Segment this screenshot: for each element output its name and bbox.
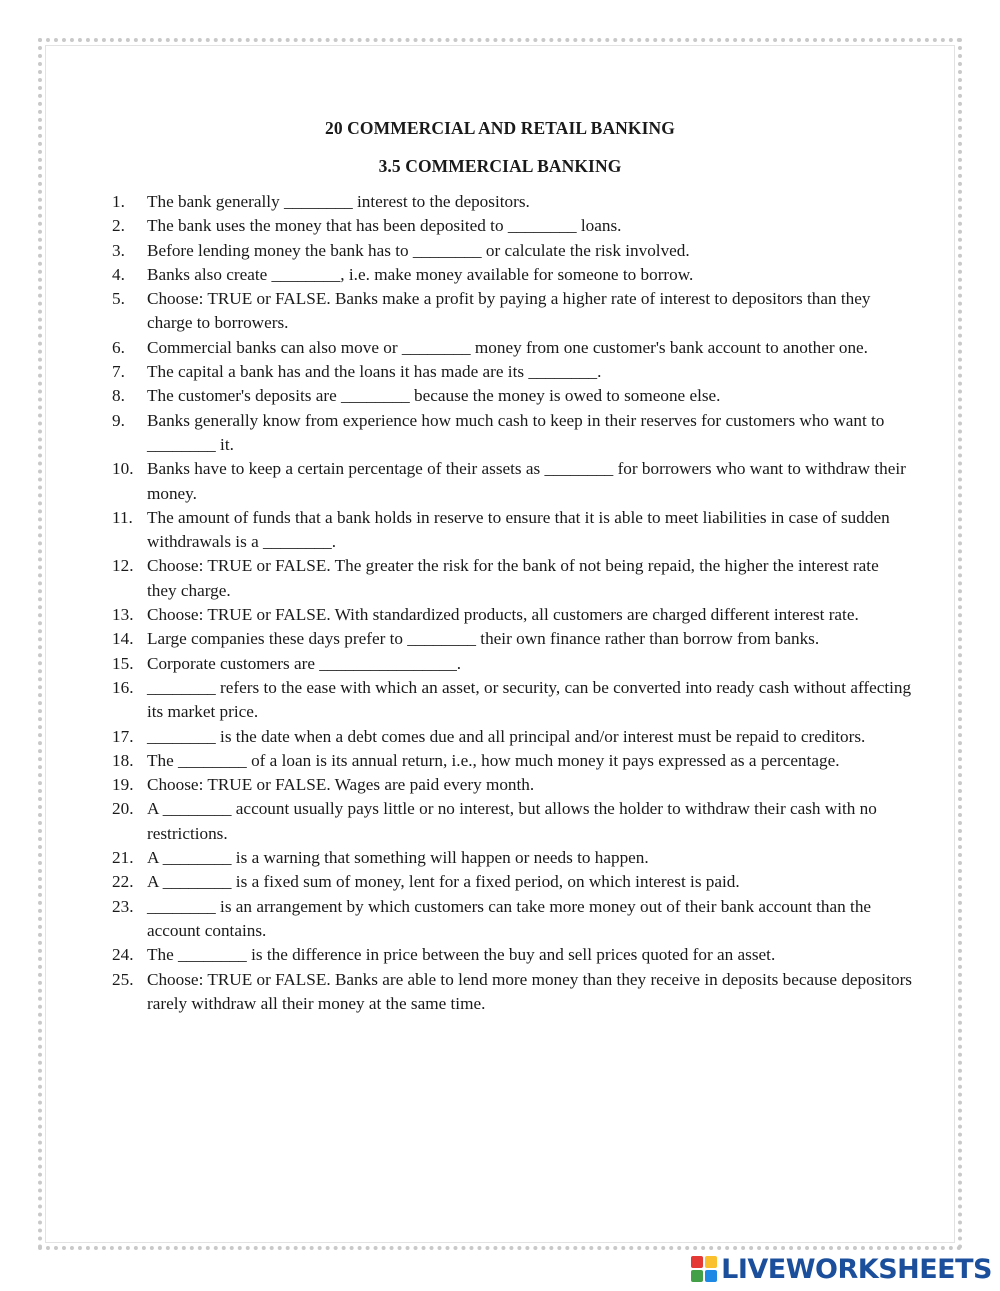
question-item <box>112 652 912 676</box>
question-item <box>112 384 912 408</box>
question-item <box>112 603 912 627</box>
question-text: A ________ is a warning that something will happen or needs to happen. <box>147 848 649 868</box>
question-number: 14. <box>112 629 134 649</box>
question-number: 20. <box>112 799 134 819</box>
question-item <box>112 506 912 555</box>
question-number: 18. <box>112 750 134 770</box>
question-text: Choose: TRUE or FALSE. The greater the risk for the bank of not being repaid, the higher the interest rate they charge. <box>147 556 879 600</box>
question-text: Banks also create ________, i.e. make money available for someone to borrow. <box>147 264 694 284</box>
question-text: The bank uses the money that has been deposited to ________ loans. <box>147 216 622 236</box>
question-item <box>112 725 912 749</box>
question-text: Choose: TRUE or FALSE. Banks are able to lend more money than they receive in deposits because depositors rarely withdraw all their money at the same time. <box>147 969 912 1013</box>
question-number: 21. <box>112 848 134 868</box>
question-number: 24. <box>112 945 134 965</box>
question-item <box>112 336 912 360</box>
question-number: 1. <box>112 192 125 211</box>
logo-text: LIVEWORKSHEETS <box>721 1253 992 1285</box>
question-item <box>112 190 912 214</box>
question-item <box>112 457 912 506</box>
logo-icon <box>691 1256 717 1282</box>
question-text: ________ refers to the ease with which an asset, or security, can be converted into ready cash without affecting its market price. <box>147 677 912 722</box>
question-item <box>112 676 912 725</box>
document-title: 20 COMMERCIAL AND RETAIL BANKING <box>325 118 675 138</box>
question-number: 16. <box>112 677 134 697</box>
question-text: Banks have to keep a certain percentage of their assets as ________ for borrowers who want to withdraw their money. <box>147 459 906 503</box>
question-item <box>112 554 912 603</box>
question-text: The capital a bank has and the loans it has made are its ________. <box>147 362 602 382</box>
question-item <box>112 773 912 797</box>
question-item <box>112 214 912 238</box>
question-list <box>112 190 912 1016</box>
logo-block <box>705 1256 717 1268</box>
question-item <box>112 749 912 773</box>
question-text: Commercial banks can also move or ________ money from one customer's bank account to another one. <box>147 337 868 357</box>
question-number: 17. <box>112 726 134 746</box>
logo-block <box>691 1256 703 1268</box>
question-number: 6. <box>112 337 125 357</box>
question-text: Corporate customers are ________________. <box>147 653 462 673</box>
question-text: Large companies these days prefer to ________ their own finance rather than borrow from banks. <box>147 629 820 649</box>
question-text: ________ is the date when a debt comes due and all principal and/or interest must be repaid to creditors. <box>147 726 866 746</box>
question-text: A ________ is a fixed sum of money, lent for a fixed period, on which interest is paid. <box>147 872 740 892</box>
question-item <box>112 968 912 1017</box>
question-text: Choose: TRUE or FALSE. With standardized products, all customers are charged different interest rate. <box>147 605 859 625</box>
question-text: The ________ of a loan is its annual return, i.e., how much money it pays expressed as a percentage. <box>147 750 840 770</box>
question-number: 4. <box>112 264 125 284</box>
question-number: 3. <box>112 240 125 260</box>
question-text: A ________ account usually pays little or no interest, but allows the holder to withdraw their cash with no restrictions. <box>147 799 877 843</box>
question-item <box>112 409 912 458</box>
question-number: 22. <box>112 872 134 892</box>
question-text: Choose: TRUE or FALSE. Banks make a profit by paying a higher rate of interest to depositors than they charge to borrowers. <box>147 289 871 333</box>
question-item <box>112 846 912 870</box>
question-number: 15. <box>112 653 134 673</box>
question-item <box>112 239 912 263</box>
section-subtitle: 3.5 COMMERCIAL BANKING <box>378 156 622 176</box>
question-item <box>112 895 912 944</box>
logo-block <box>705 1270 717 1282</box>
question-number: 2. <box>112 216 125 236</box>
question-text: The amount of funds that a bank holds in reserve to ensure that it is able to meet liabilities in case of sudden withdrawals is a ________. <box>147 507 890 552</box>
question-text: Before lending money the bank has to ________ or calculate the risk involved. <box>147 240 690 260</box>
liveworksheets-logo[interactable] <box>691 1252 992 1286</box>
question-item <box>112 870 912 894</box>
question-item <box>112 943 912 967</box>
question-text: The ________ is the difference in price between the buy and sell prices quoted for an asset. <box>147 945 776 965</box>
question-number: 25. <box>112 969 134 989</box>
question-number: 13. <box>112 605 134 625</box>
question-number: 9. <box>112 410 125 430</box>
question-number: 11. <box>112 507 133 527</box>
question-text: ________ is an arrangement by which customers can take more money out of their bank account than the account contains. <box>147 896 872 940</box>
question-number: 7. <box>112 362 125 382</box>
question-item <box>112 627 912 651</box>
question-number: 5. <box>112 289 125 309</box>
question-number: 23. <box>112 896 134 916</box>
question-text: The bank generally ________ interest to the depositors. <box>147 192 530 211</box>
logo-block <box>691 1270 703 1282</box>
question-number: 19. <box>112 775 134 795</box>
question-text: Banks generally know from experience how much cash to keep in their reserves for customers who want to ________ it. <box>147 410 885 454</box>
question-text: Choose: TRUE or FALSE. Wages are paid every month. <box>147 775 535 795</box>
question-number: 10. <box>112 459 134 479</box>
question-item <box>112 797 912 846</box>
question-number: 12. <box>112 556 134 576</box>
question-item <box>112 360 912 384</box>
question-number: 8. <box>112 386 125 406</box>
question-item <box>112 287 912 336</box>
question-text: The customer's deposits are ________ because the money is owed to someone else. <box>147 386 721 406</box>
question-item <box>112 263 912 287</box>
